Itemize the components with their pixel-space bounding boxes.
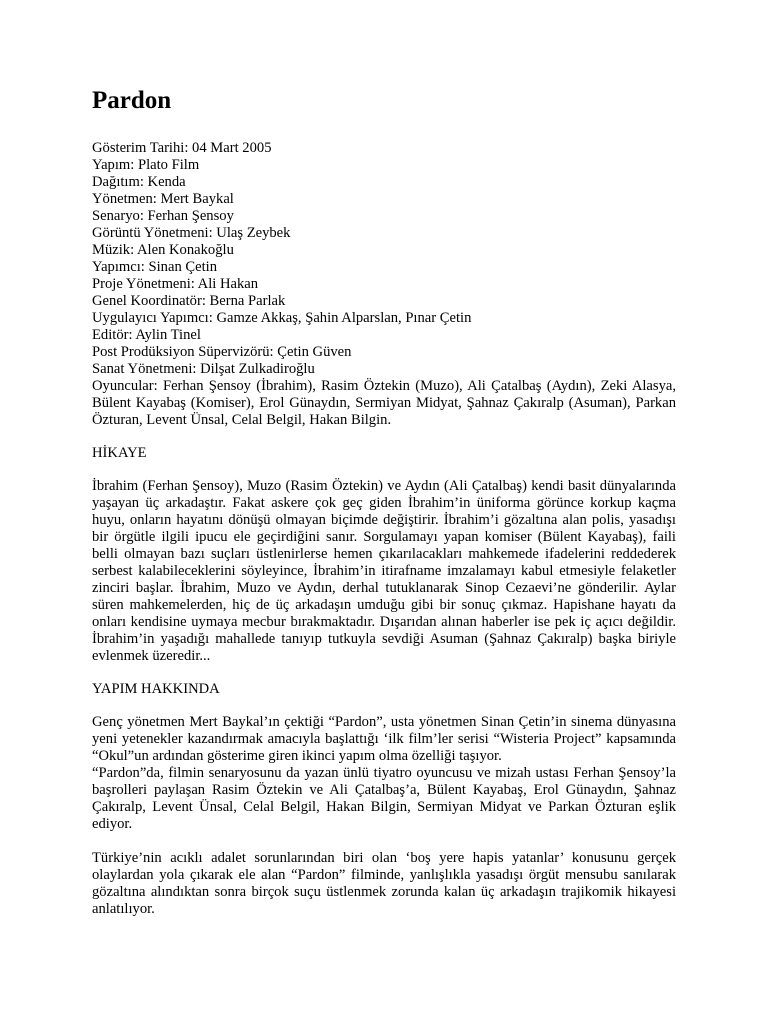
credit-producer: Yapımcı: Sinan Çetin	[92, 259, 218, 275]
production-heading: YAPIM HAKKINDA	[92, 681, 220, 697]
credit-executive-producer: Uygulayıcı Yapımcı: Gamze Akkaş, Şahin Alparslan, Pınar Çetin	[92, 310, 472, 326]
story-heading: HİKAYE	[92, 445, 147, 461]
production-paragraph-3: Türkiye’nin acıklı adalet sorunlarından biri olan ‘boş yere hapis yatanlar’ konusunu gerçek olaylardan yola çıkarak ele alan “Pardon” filminde, yanlışlıkla yasadışı örgüt mensubu sanılarak gözaltına alındıktan sonra birçok suçu üstlenmek zorunda kalan üç arkadaşın trajikomik hikayesi anlatılıyor.	[92, 850, 676, 917]
credit-editor: Editör: Aylin Tinel	[92, 327, 201, 343]
credit-music: Müzik: Alen Konakoğlu	[92, 242, 234, 258]
cast-paragraph: Oyuncular: Ferhan Şensoy (İbrahim), Rasim Öztekin (Muzo), Ali Çatalbaş (Aydın), Zeki Alasya, Bülent Kayabaş (Komiser), Erol Günaydın, Sermiyan Midyat, Şahnaz Çakıralp (Asuman), Parkan Özturan, Levent Ünsal, Celal Belgil, Hakan Bilgin.	[92, 378, 676, 428]
credit-distribution: Dağıtım: Kenda	[92, 174, 186, 190]
page-title: Pardon	[92, 87, 172, 114]
credit-project-director: Proje Yönetmeni: Ali Hakan	[92, 276, 259, 292]
credit-production: Yapım: Plato Film	[92, 157, 200, 173]
credit-screenplay: Senaryo: Ferhan Şensoy	[92, 208, 234, 224]
credit-coordinator: Genel Koordinatör: Berna Parlak	[92, 293, 286, 309]
document-page	[92, 86, 676, 918]
story-paragraph: İbrahim (Ferhan Şensoy), Muzo (Rasim Öztekin) ve Aydın (Ali Çatalbaş) kendi basit dünyalarında yaşayan üç arkadaştır. Fakat askere çok geç giden İbrahim’in üniforma görünce korkup kaçma huyu, onların hayatını dönüşü olmayan biçimde değiştirir. İbrahim’i gözaltına alan polis, yasadışı bir örgütle ilgili ipucu ele geçirdiğini sanır. Sorgulamayı yapan komiser (Bülent Kayabaş), faili belli olmayan bazı suçları üstlenirlerse hemen çıkarılacakları mahkemede ifadelerini reddederek serbest kalabileceklerini söyleyince, İbrahim’in itirafname imzalamayı kabul etmesiyle felaketler zinciri başlar. İbrahim, Muzo ve Aydın, derhal tutuklanarak Sinop Cezaevi’ne gönderilir. Aylar süren mahkemelerden, hiç de üç arkadaşın umduğu gibi bir sonuç çıkmaz. Hapishane hayatı da onları kendisine uymaya mecbur bırakmaktadır. Dışarıdan alınan haberler ise pek iç açıcı değildir. İbrahim’in yaşadığı mahallede tanıyıp tutkuyla sevdiği Asuman (Şahnaz Çakıralp) başka biriyle evlenmek üzeredir...	[92, 478, 676, 664]
credit-release-date: Gösterim Tarihi: 04 Mart 2005	[92, 140, 272, 156]
credits-list	[92, 140, 676, 429]
production-paragraph-1: Genç yönetmen Mert Baykal’ın çektiği “Pardon”, usta yönetmen Sinan Çetin’in sinema dünyasına yeni yetenekler kazandırmak amacıyla başlattığı ‘ilk film’ler serisi “Wisteria Project” kapsamında “Okul”un ardından gösterime giren ikinci yapım olma özelliği taşıyor.	[92, 714, 676, 764]
production-paragraph-2: “Pardon”da, filmin senaryosunu da yazan ünlü tiyatro oyuncusu ve mizah ustası Ferhan Şensoy’la başrolleri paylaşan Rasim Öztekin ve Ali Çatalbaş’a, Bülent Kayabaş, Erol Günaydın, Şahnaz Çakıralp, Levent Ünsal, Celal Belgil, Hakan Bilgin, Sermiyan Midyat ve Parkan Özturan eşlik ediyor.	[92, 765, 676, 832]
credit-post-production: Post Prodüksiyon Süpervizörü: Çetin Güven	[92, 344, 352, 360]
credit-director: Yönetmen: Mert Baykal	[92, 191, 234, 207]
credit-art-director: Sanat Yönetmeni: Dilşat Zulkadiroğlu	[92, 361, 315, 377]
credit-cinematography: Görüntü Yönetmeni: Ulaş Zeybek	[92, 225, 291, 241]
